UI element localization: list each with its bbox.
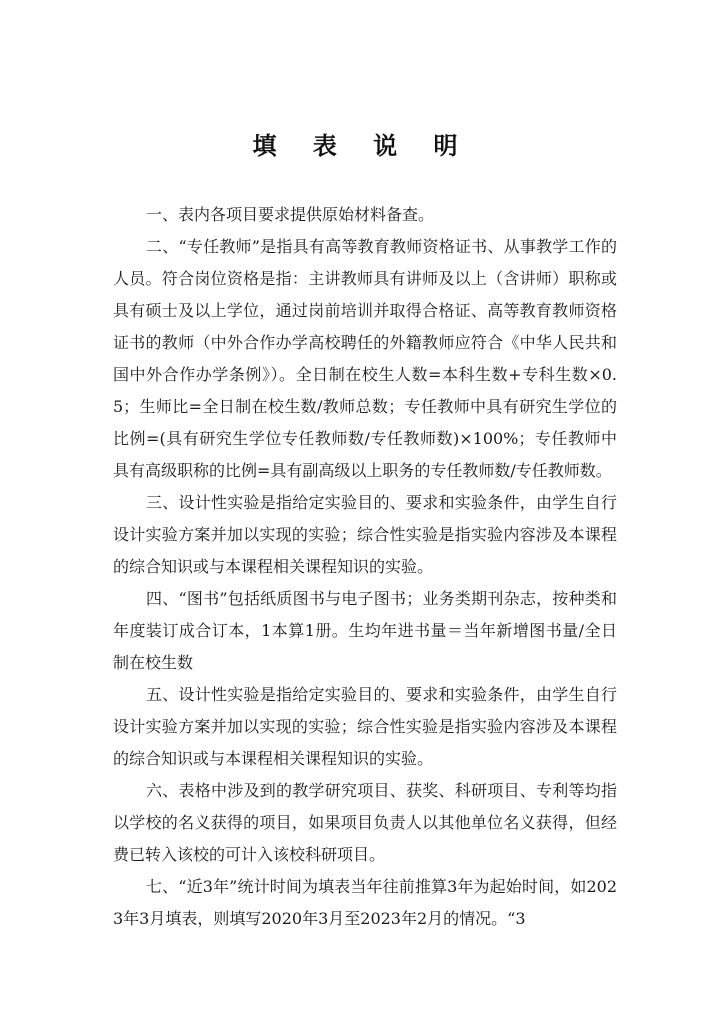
page-title: 填 表 说 明 bbox=[252, 132, 472, 160]
instruction-paragraph-1: 一、表内各项目要求提供原始材料备查。 bbox=[146, 205, 435, 224]
instruction-paragraph-7: 七、“近3年”统计时间为填表当年往前推算3年为起始时间，如2023年3月填表，则填写2020年3月至2023年2月的情况。“3 bbox=[113, 877, 617, 928]
instruction-paragraph-4: 四、“图书”包括纸质图书与电子图书；业务类期刊杂志，按种类和年度装订成合订本，1本算1册。生均年进书量＝当年新增图书量/全日制在校生数 bbox=[113, 589, 617, 672]
instructions-body bbox=[113, 199, 617, 935]
instruction-paragraph-6: 六、表格中涉及到的教学研究项目、获奖、科研项目、专利等均指以学校的名义获得的项目，如果项目负责人以其他单位名义获得，但经费已转入该校的可计入该校科研项目。 bbox=[113, 781, 617, 864]
instruction-paragraph-2: 二、“专任教师”是指具有高等教育教师资格证书、从事教学工作的人员。符合岗位资格是指：主讲教师具有讲师及以上（含讲师）职称或具有硕士及以上学位，通过岗前培训并取得合格证、高等教育教师资格证书的教师（中外合作办学高校聘任的外籍教师应符合《中华人民共和国中外合作办学条例》）。全日制在校生人数=本科生数+专科生数×0.5；生师比=全日制在校生数/教师总数；专任教师中具有研究生学位的比例=(具有研究生学位专任教师数/专任教师数)×100%；专任教师中具有高级职称的比例=具有副高级以上职务的专任教师数/专任教师数。 bbox=[113, 237, 617, 480]
instruction-paragraph-5: 五、设计性实验是指给定实验目的、要求和实验条件，由学生自行设计实验方案并加以实现的实验；综合性实验是指实验内容涉及本课程的综合知识或与本课程相关课程知识的实验。 bbox=[113, 685, 617, 768]
instruction-paragraph-3: 三、设计性实验是指给定实验目的、要求和实验条件，由学生自行设计实验方案并加以实现的实验；综合性实验是指实验内容涉及本课程的综合知识或与本课程相关课程知识的实验。 bbox=[113, 493, 617, 576]
